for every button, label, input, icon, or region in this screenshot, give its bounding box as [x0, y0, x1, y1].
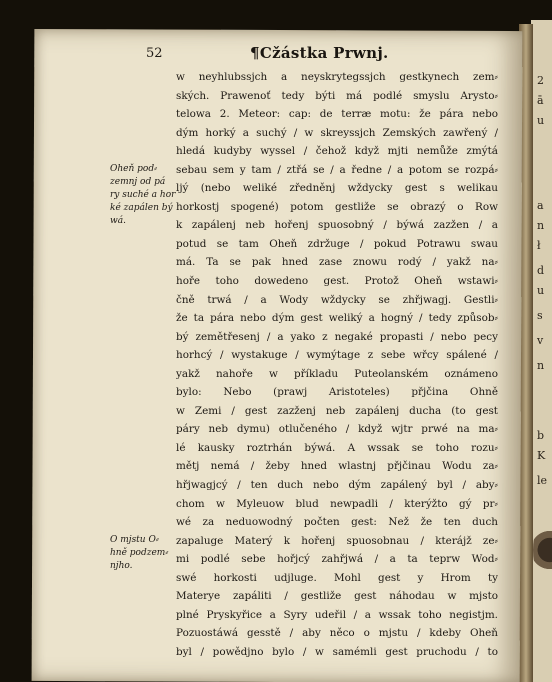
- text-line: chom w Myleuow blud newpadli / kterýžto gý pr⸗: [176, 497, 498, 510]
- text-line: dým horký a suchý / w skreyssjch Zemských zawřený /: [176, 126, 498, 139]
- margin-note-line: Oheň pod⸗: [110, 164, 158, 174]
- margin-note-line: ké zapálen bý: [110, 203, 173, 213]
- text-line: byl / powědjno bylo / w samémli gest pruchodu / to: [176, 645, 498, 658]
- adjacent-page-glyph: le: [537, 474, 548, 487]
- page-number: 52: [146, 46, 163, 61]
- text-line: ljý (nebo weliké zředněnj wždycky gest s welikau: [176, 182, 498, 195]
- text-line: mětj nemá / žeby hned wlastnj přjčinau Wodu za⸗: [176, 460, 498, 473]
- text-line: telowa 2. Meteor: cap: de terræ motu: že pára nebo: [176, 108, 498, 121]
- adjacent-page-edge: [531, 20, 552, 682]
- text-line: plné Pryskyřice a Syry udeřil / a wssak toho negistjm.: [176, 608, 498, 621]
- text-line: swé horkosti udjluge. Mohl gest y Hrom ty: [176, 571, 498, 584]
- margin-note-line: O mjstu O⸗: [110, 535, 159, 545]
- text-line: k zapálenj neb hořenj spuosobný / býwá zazžen / a: [176, 219, 498, 232]
- body-text: [176, 68, 498, 662]
- text-line: mi podlé sebe hořjcý zahřjwá / a ta teprw Wod⸗: [176, 553, 498, 566]
- adjacent-page-glyph: n: [537, 359, 545, 372]
- text-line: hoře toho dowedeno gest. Protož Oheň wstawi⸗: [176, 275, 498, 288]
- adjacent-page-glyph: 2: [537, 74, 544, 87]
- text-line: hřjwagjcý / ten duch nebo dým zapálený byl / aby⸗: [176, 479, 498, 492]
- text-line: že ta pára nebo dým gest weliký a hogný / tedy způsob⸗: [176, 312, 498, 325]
- text-line: bý zemětřesenj / a yako z negaké propasti / nebo pecy: [176, 330, 498, 343]
- woodcut-ornament-fragment: [533, 520, 552, 580]
- margin-note-line: ry suché a hor: [110, 190, 176, 200]
- text-line: hledá kudyby wyssel / čehož když mjti nemůže zmýtá: [176, 145, 498, 158]
- text-line: lé kausky roztrhán býwá. A wssak se toho rozu⸗: [176, 441, 498, 454]
- margin-note-line: zemnj od pá: [110, 177, 166, 187]
- adjacent-page-glyph: a: [537, 199, 544, 212]
- text-line: Materye zapáliti / gestliže gest náhodau w mjsto: [176, 590, 498, 603]
- adjacent-page-glyph: s: [537, 309, 543, 322]
- text-line: bylo: Nebo (prawj Aristoteles) přjčina Ohně: [176, 386, 498, 399]
- adjacent-page-glyph: d: [537, 264, 545, 277]
- text-line: horkostj spogené) potom gestliže se obrazý o Row: [176, 200, 498, 213]
- adjacent-page-glyph: K: [537, 449, 546, 462]
- text-line: má. Ta se pak hned zase znowu rodý / yakž na⸗: [176, 256, 498, 269]
- text-line: sebau sem y tam / ztřá se / a ředne / a potom se rozpá⸗: [176, 163, 498, 176]
- text-line: zapaluge Materý k hořenj spuosobnau / kterájž ze⸗: [176, 534, 498, 547]
- text-line: w Zemi / gest zazženj neb zapálenj ducha (to gest: [176, 404, 498, 417]
- text-line: Pozuostáwá gesstě / aby něco o mjstu / kdeby Oheň: [176, 627, 498, 640]
- adjacent-page-glyph: b: [537, 429, 545, 442]
- margin-note-line: njho.: [110, 561, 133, 571]
- adjacent-page-glyph: ā: [537, 94, 544, 107]
- text-line: potud se tam Oheň zdržuge / pokud Potrawu swau: [176, 237, 498, 250]
- margin-note-underground-fire: [110, 163, 180, 228]
- adjacent-page-glyph: v: [537, 334, 544, 347]
- adjacent-page-glyph: u: [537, 114, 545, 127]
- text-line: yakž nahoře w příkladu Puteolanském oznámeno: [176, 367, 498, 380]
- margin-note-line: wá.: [110, 216, 126, 226]
- text-line: ských. Prawenoť tedy býti má podlé smyslu Arysto⸗: [176, 89, 498, 102]
- text-line: w neyhlubssjch a neyskrytegssjch gestkynech zem⸗: [176, 71, 498, 83]
- text-line: páry neb dymu) otlučeného / když wjtr prwé na ma⸗: [176, 423, 498, 436]
- margin-note-place-of-fire: [110, 534, 176, 573]
- text-line: horhcý / wystakuge / wymýtage z sebe wřcy spálené /: [176, 349, 498, 362]
- adjacent-page-glyph: u: [537, 284, 545, 297]
- text-line: čně trwá / a Wody wždycky se zhřjwagj. Gestli⸗: [176, 293, 498, 306]
- text-line: wé za neduowodný počten gest: Než že ten duch: [176, 516, 498, 529]
- adjacent-page-glyph: ł: [537, 239, 541, 252]
- adjacent-page-glyph: n: [537, 219, 545, 232]
- running-head: ¶Cžástka Prwnj.: [250, 44, 389, 62]
- margin-note-line: hně podzem⸗: [110, 548, 169, 558]
